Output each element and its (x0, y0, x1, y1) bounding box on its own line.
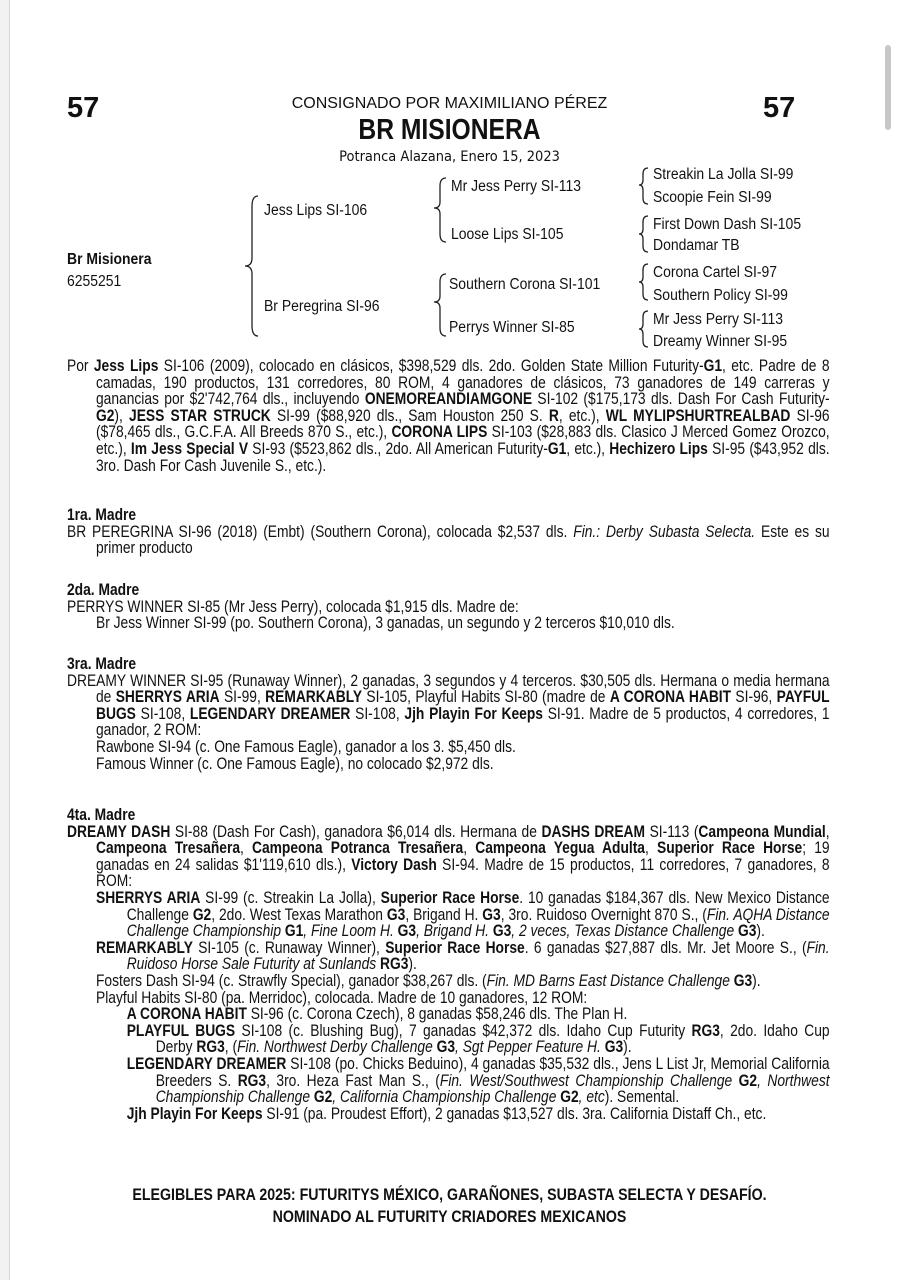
pedigree-great-grandparent: Scoopie Fein SI-99 (653, 189, 772, 206)
bold-text: REMARKABLY (96, 938, 193, 957)
pedigree-grandparent: Perrys Winner SI-85 (449, 319, 575, 336)
pedigree-sire: Jess Lips SI-106 (264, 202, 368, 219)
dam-paragraph (67, 599, 830, 616)
text-run: , Brigand H. (405, 905, 483, 924)
section-4ta-madre (67, 807, 830, 1122)
bold-text: Jess Lips (93, 357, 159, 375)
dam-paragraph (67, 673, 830, 739)
text-run: DREAMY WINNER SI-95 (Runaway Winner), 2 ganadas, 3 segundos y 4 terceros. $30,505 dls. Hermana o media hermana de (67, 671, 830, 707)
pedigree-great-grandparent: First Down Dash SI-105 (653, 216, 802, 233)
bold-text: RG3 (691, 1021, 720, 1040)
bold-text: G3 (482, 905, 501, 924)
bold-text: Victory Dash (351, 855, 437, 874)
italic-text: , Sgt Pepper Feature H. (455, 1038, 605, 1057)
horse-description: Potranca Alazana, Enero 15, 2023 (339, 149, 560, 165)
text-run: Por (67, 357, 94, 375)
italic-text: , Northwest Championship Challenge (155, 1071, 830, 1107)
section-1ra-madre (67, 507, 830, 557)
text-run: ). (752, 971, 761, 990)
bold-text: G2 (738, 1071, 758, 1090)
bold-text: PLAYFUL BUGS (126, 1021, 236, 1040)
bold-text: G3 (436, 1038, 456, 1057)
bold-text: LEGENDARY DREAMER (189, 704, 351, 723)
text-run: ). Semental. (604, 1088, 680, 1107)
pedigree-great-grandparent: Streakin La Jolla SI-99 (653, 166, 794, 183)
produce-entry (67, 1023, 830, 1056)
text-run: SI-105, Playful Habits SI-80 (madre de (362, 688, 610, 707)
lot-number-right: 57 (763, 92, 796, 124)
sire-paragraph (67, 358, 830, 474)
section-3ra-madre (67, 656, 830, 772)
text-run: SI-108 (po. Chicks Beduino), 4 ganadas $35,532 dls., Jens L List Jr, Memorial California Breeders S. (155, 1054, 830, 1090)
bold-text: RG3 (379, 955, 409, 974)
pedigree-subject-reg: 6255251 (67, 273, 122, 290)
text-run: , etc.), (558, 406, 606, 425)
produce-entry (67, 1056, 830, 1106)
bold-text: PAYFUL BUGS (96, 688, 830, 723)
bold-text: G2 (313, 1088, 333, 1107)
bold-text: WL MYLIPSHURTREALBAD (605, 406, 791, 425)
horse-name: BR MISIONERA (358, 114, 541, 146)
text-run: SI-96 ($78,465 dls., G.C.F.A. All Breeds 870 S., etc.), (96, 406, 830, 442)
bold-text: Superior Race Horse (380, 888, 520, 907)
bold-text: Campeona Yegua Adulta (475, 839, 646, 858)
bold-text: JESS STAR STRUCK (129, 406, 271, 425)
pedigree-great-grandparent: Corona Cartel SI-97 (653, 264, 778, 281)
bold-text: Jjh Playin For Keeps (126, 1104, 263, 1123)
produce-entry (67, 739, 830, 756)
lot-number-left: 57 (67, 92, 100, 124)
produce-entry (67, 890, 830, 940)
text-run: SI-93 ($523,862 dls., 2do. All American Futurity- (248, 439, 548, 458)
dam-paragraph (67, 524, 830, 557)
bold-text: CORONA LIPS (391, 423, 488, 442)
text-run: Este es su primer producto (96, 522, 830, 558)
bold-text: REMARKABLY (265, 688, 363, 707)
text-run: SI-103 ($28,883 dls. Clasico J Merced Gomez Orozco, etc.), (96, 423, 830, 458)
pedigree-subject-name: Br Misionera (67, 251, 152, 268)
text-run: ), (114, 406, 130, 425)
text-run: Playful Habits SI-80 (pa. Merridoc), colocada. Madre de 10 ganadores, 12 ROM: (96, 988, 588, 1007)
italic-text: Fin.: Derby Subasta Selecta. (573, 522, 756, 541)
italic-text: Fin. Northwest Derby Challenge (237, 1038, 437, 1057)
text-run: ). (408, 955, 417, 974)
italic-text: Fin. Ruidoso Horse Sale Futurity at Sunlands (126, 938, 830, 974)
bold-text: G1 (284, 922, 304, 941)
produce-entry (67, 990, 830, 1007)
text-run: . 6 ganadas $27,887 dls. Mr. Jet Moore S., ( (524, 938, 807, 957)
bold-text: RG3 (196, 1038, 225, 1057)
bold-text: G2 (192, 905, 212, 924)
bold-text: Hechizero Lips (609, 439, 708, 458)
text-run: , (463, 839, 476, 858)
text-run: SI-88 (Dash For Cash), ganadora $6,014 dls. Hermana de (170, 822, 542, 841)
bold-text: Im Jess Special V (130, 439, 249, 458)
bold-text: G3 (386, 905, 406, 924)
text-run: ). (756, 922, 765, 941)
text-run: SI-102 ($175,173 dls. Dash For Cash Futurity- (532, 390, 830, 409)
section-heading: 4ta. Madre (67, 806, 136, 824)
text-run: ; 19 ganadas en 24 salidas $1'119,610 dls.), (96, 839, 830, 874)
text-run: SI-108, (350, 704, 405, 723)
bold-text: Campeona Mundial (698, 822, 826, 841)
bold-text: G3 (733, 971, 753, 990)
bold-text: Superior Race Horse (385, 938, 525, 957)
pedigree-great-grandparent: Mr Jess Perry SI-113 (653, 311, 783, 328)
sire-paragraph-block (67, 358, 830, 474)
bold-text: DASHS DREAM (541, 822, 646, 841)
bold-text: G3 (604, 1038, 624, 1057)
pedigree-dam: Br Peregrina SI-96 (264, 298, 380, 315)
bold-text: A CORONA HABIT (609, 688, 732, 707)
bold-text: Campeona Tresañera (96, 839, 240, 858)
bold-text: LEGENDARY DREAMER (126, 1054, 287, 1073)
text-run: , etc. Padre de 8 camadas, 190 productos, 131 corredores, 80 ROM, 4 ganadores de clásicos, 73 ganadores de 149 carreras y ganancias por $2'742,764 dls., incluyendo (96, 357, 830, 409)
bold-text: SHERRYS ARIA (115, 688, 220, 707)
text-run: SI-108, (135, 704, 190, 723)
text-run: SI-108 (c. Blushing Bug), 7 ganadas $42,372 dls. Idaho Cup Futurity (235, 1021, 692, 1040)
bold-text: G3 (492, 922, 512, 941)
text-run: Famous Winner (c. One Famous Eagle), no colocado $2,972 dls. (96, 754, 494, 773)
bold-text: SHERRYS ARIA (96, 888, 201, 907)
bold-text: ONEMOREANDIAMGONE (364, 390, 533, 409)
text-run: BR PEREGRINA SI-96 (2018) (Embt) (Southern Corona), colocada $2,537 dls. (67, 522, 574, 541)
bold-text: DREAMY DASH (67, 822, 171, 841)
produce-entry (67, 756, 830, 773)
produce-entry (67, 1006, 830, 1023)
pedigree-great-grandparent: Dreamy Winner SI-95 (653, 333, 788, 350)
text-run: SI-99, (219, 688, 266, 707)
pedigree-grandparent: Southern Corona SI-101 (449, 276, 601, 293)
text-run: , (645, 839, 657, 858)
text-run: PERRYS WINNER SI-85 (Mr Jess Perry), colocada $1,915 dls. Madre de: (67, 597, 519, 616)
text-run: , (825, 822, 830, 841)
italic-text: Fin. AQHA Distance Challenge Championship (126, 905, 830, 941)
dam-paragraph (67, 824, 830, 890)
text-run: , etc.), (566, 439, 610, 458)
text-run: , ( (224, 1038, 238, 1057)
produce-entry (67, 940, 830, 973)
text-run: SI-113 ( (645, 822, 699, 841)
pedigree-grandparent: Mr Jess Perry SI-113 (451, 178, 581, 195)
italic-text: , Fine Loom H. (303, 922, 398, 941)
text-run: Fosters Dash SI-94 (c. Strawfly Special), ganador $38,267 dls. ( (96, 971, 487, 990)
bold-text: Jjh Playin For Keeps (404, 704, 543, 723)
text-run: . 10 ganadas $184,367 dls. New Mexico Distance Challenge (126, 888, 830, 924)
text-run: SI-105 (c. Runaway Winner), (192, 938, 386, 957)
bold-text: G2 (560, 1088, 579, 1107)
italic-text: , etc (578, 1088, 605, 1107)
bold-text: R (548, 406, 559, 425)
text-run: SI-99 ($88,920 dls., Sam Houston 250 S. (270, 406, 549, 425)
text-run: , 3ro. Ruidoso Overnight 870 S., ( (500, 905, 707, 924)
pedigree-great-grandparent: Dondamar TB (653, 237, 740, 254)
section-heading: 3ra. Madre (67, 655, 137, 673)
bold-text: G1 (703, 357, 723, 375)
italic-text: , Brigand H. (416, 922, 493, 941)
consignor: CONSIGNADO POR MAXIMILIANO PÉREZ (291, 95, 608, 112)
produce-entry (67, 1106, 830, 1123)
pedigree-grandparent: Loose Lips SI-105 (451, 226, 564, 243)
italic-text: Fin. MD Barns East Distance Challenge (486, 971, 734, 990)
text-run: , 3ro. Heza Fast Man S., ( (266, 1071, 440, 1090)
bold-text: G1 (547, 439, 567, 458)
text-run: SI-95 ($43,952 dls. 3ro. Dash For Cash Juvenile S., etc.). (96, 439, 830, 475)
text-run: , 2do. Idaho Cup Derby (155, 1021, 830, 1057)
bold-text: G2 (96, 406, 115, 425)
bold-text: Campeona Potranca Tresañera (251, 839, 464, 858)
text-run: SI-91. Madre de 5 productos, 4 corredores, 1 ganador, 2 ROM: (96, 704, 830, 740)
section-2da-madre (67, 582, 830, 632)
text-run: Br Jess Winner SI-99 (po. Southern Corona), 3 ganadas, un segundo y 2 terceros $10,010 dls. (96, 614, 675, 633)
text-run: SI-96 (c. Corona Czech), 8 ganadas $58,246 dls. The Plan H. (246, 1005, 628, 1024)
text-run: SI-99 (c. Streakin La Jolla), (200, 888, 381, 907)
pedigree-great-grandparent: Southern Policy SI-99 (653, 287, 788, 304)
footer-eligibility: ELEGIBLES PARA 2025: FUTURITYS MÉXICO, GARAÑONES, SUBASTA SELECTA Y DESAFÍO. (132, 1186, 767, 1204)
italic-text: , California Championship Challenge (332, 1088, 561, 1107)
text-run: ). (623, 1038, 632, 1057)
bold-text: A CORONA HABIT (126, 1005, 247, 1024)
footer-nomination: NOMINADO AL FUTURITY CRIADORES MEXICANOS (272, 1208, 627, 1226)
italic-text: Fin. West/Southwest Championship Challenge (439, 1071, 739, 1090)
text-run: SI-91 (pa. Proudest Effort), 2 ganadas $13,527 dls. 3ra. California Distaff Ch., etc. (262, 1104, 767, 1123)
section-heading: 2da. Madre (67, 581, 140, 599)
text-run: , (239, 839, 252, 858)
produce-entry (67, 973, 830, 990)
bold-text: G3 (737, 922, 757, 941)
text-run: , 2do. West Texas Marathon (211, 905, 387, 924)
bold-text: G3 (397, 922, 417, 941)
bold-text: RG3 (237, 1071, 267, 1090)
bold-text: Superior Race Horse (656, 839, 803, 858)
section-heading: 1ra. Madre (67, 506, 137, 524)
italic-text: , 2 veces, Texas Distance Challenge (511, 922, 738, 941)
text-run: SI-96, (731, 688, 777, 707)
text-run: SI-106 (2009), colocado en clásicos, $398,529 dls. 2do. Golden State Million Futurity- (158, 357, 704, 375)
produce-entry (67, 615, 830, 632)
text-run: SI-94. Madre de 15 productos, 11 corredores, 7 ganadores, 8 ROM: (96, 855, 830, 891)
text-run: Rawbone SI-94 (c. One Famous Eagle), ganador a los 3. $5,450 dls. (96, 737, 516, 756)
